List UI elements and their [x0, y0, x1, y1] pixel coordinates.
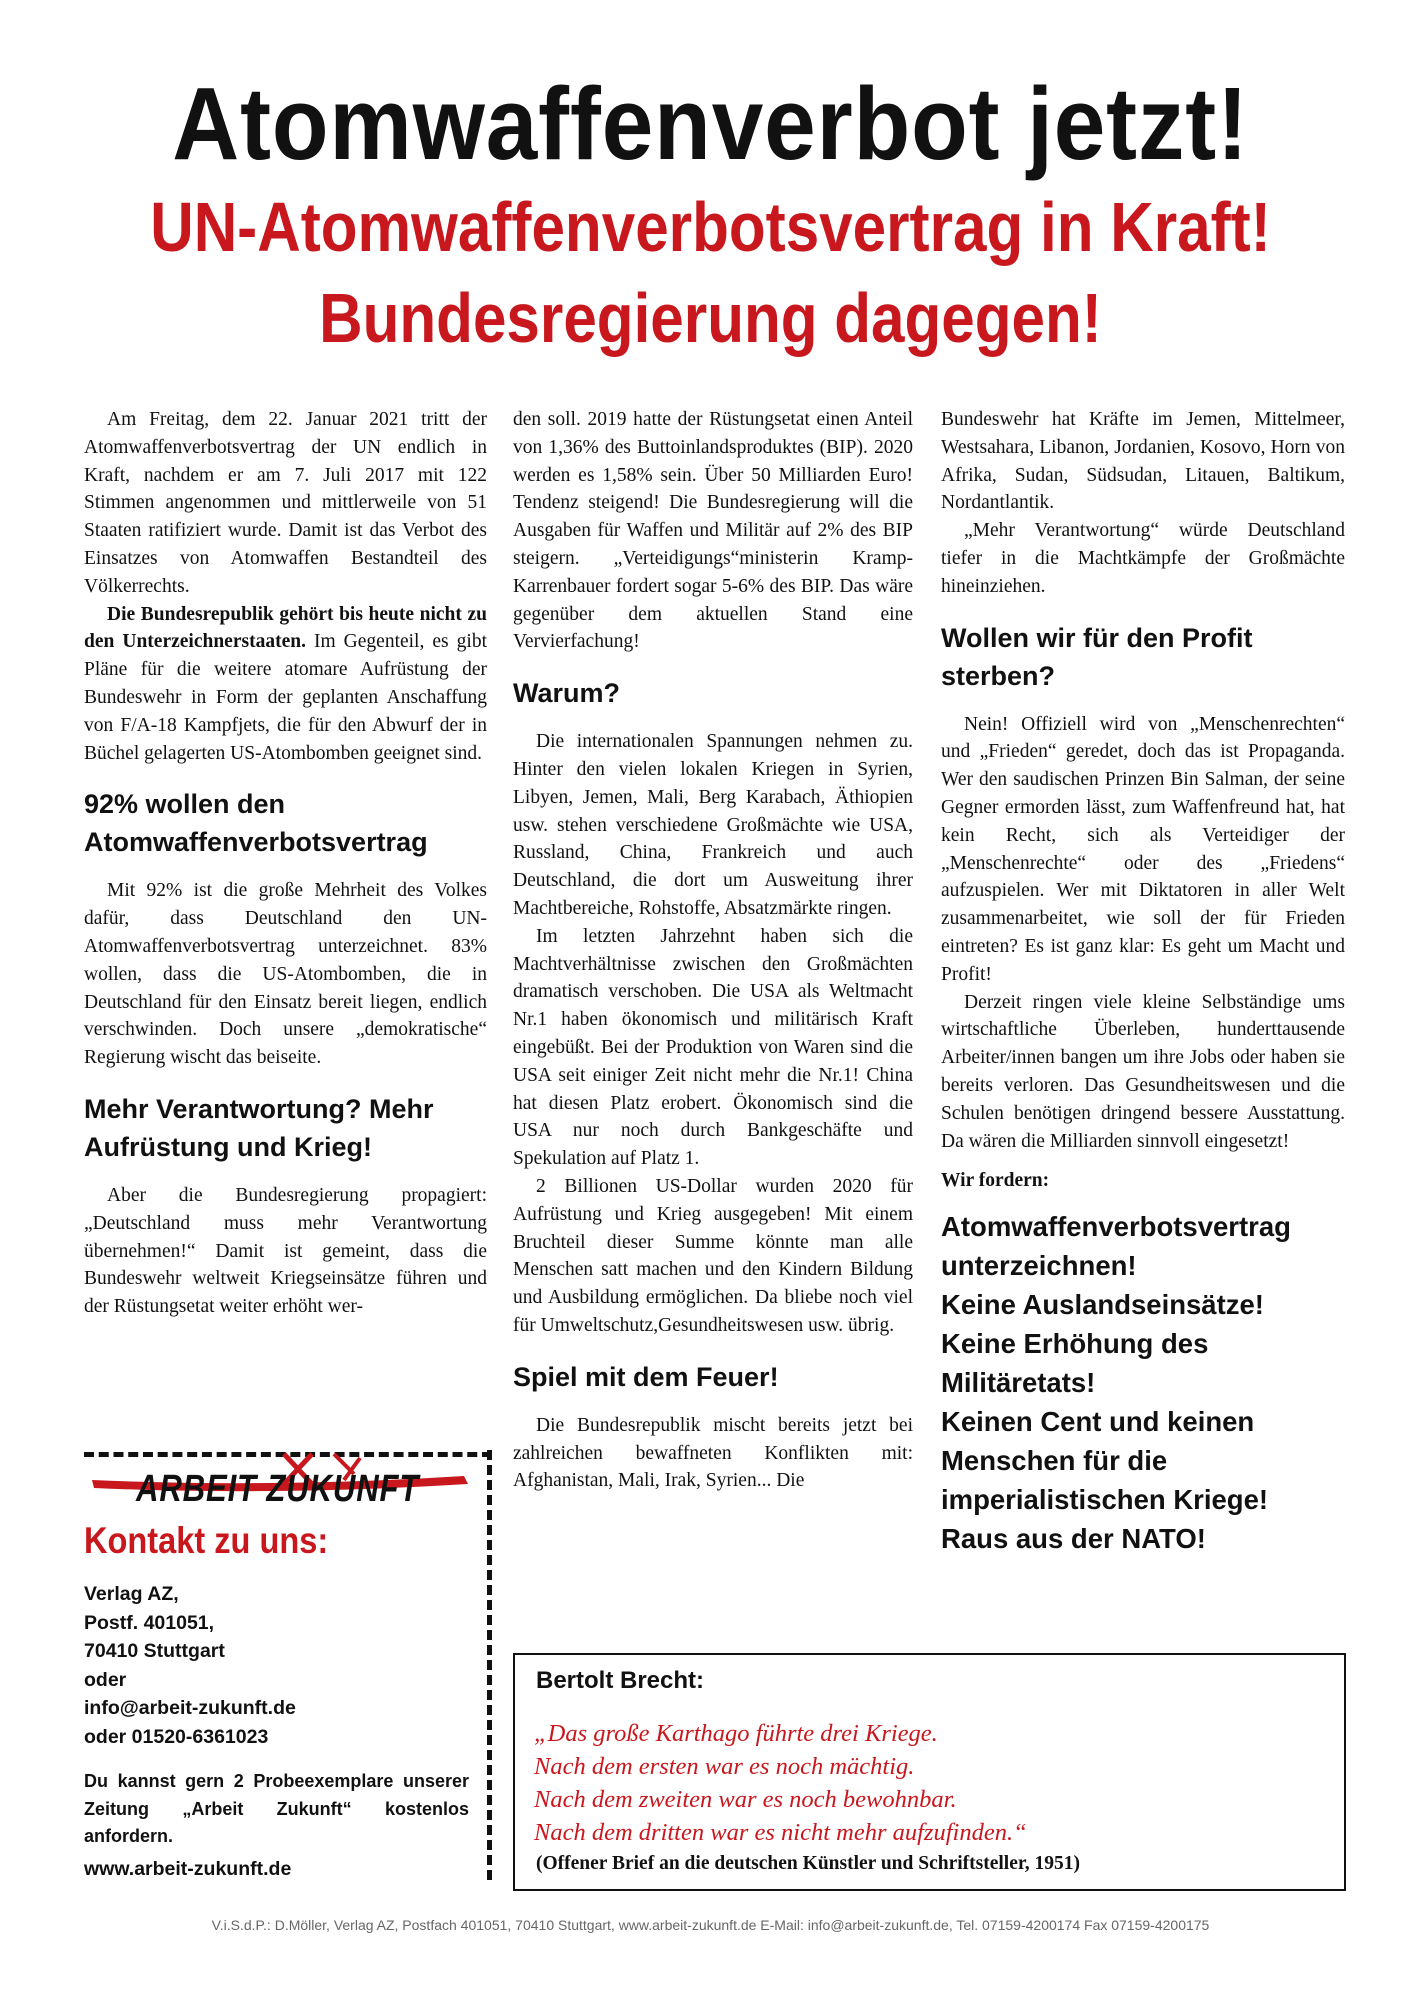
- paragraph: Nein! Offiziell wird von „Menschenrechten“ und „Frieden“ geredet, doch das ist Propaganda. Wer den saudischen Prinzen Bin Salman, der seine Gegner ermorden lässt, zum Waffenfreund hat, hat kein Recht, sich als Verteidiger der „Menschenrechte“ oder des „Friedens“ aufzuspielen. Wer mit Diktatoren in aller Welt zusammenarbeitet, wie soll der für Frieden eintreten? Es ist ganz klar: Es geht um Macht und Profit!: [941, 713, 1345, 985]
- page-title: Atomwaffenverbot jetzt!: [172, 66, 1249, 181]
- imprint-footer: V.i.S.d.P.: D.Möller, Verlag AZ, Postfach 401051, 70410 Stuttgart, www.arbeit-zukunft.de E-Mail: info@arbeit-zukunft.de, Tel. 07159-4200174 Fax 07159-4200175: [211, 1917, 1210, 1933]
- paragraph: den soll. 2019 hatte der Rüstungsetat einen Anteil von 1,36% des Buttoinlandsproduktes (BIP). 2020 werden es 1,58% sein. Über 50 Milliarden Euro! Tendenz steigend! Die Bundesregierung will die Ausgaben für Waffen und Militär auf 2% des BIP steigern. „Verteidigungs“ministerin Kramp-Karrenbauer fordert sogar 5-6% des BIP. Das wäre gegenüber dem aktuellen Stand eine Vervierfachung!: [513, 409, 913, 653]
- website-link[interactable]: www.arbeit-zukunft.de: [84, 1858, 292, 1880]
- section-heading: Mehr Verantwortung? Mehr Aufrüstung und Krieg!: [84, 1093, 434, 1162]
- article-column-1: [84, 406, 487, 1321]
- quote-author: Bertolt Brecht:: [536, 1667, 705, 1694]
- contact-line: 70410 Stuttgart: [84, 1640, 225, 1662]
- demand-line: Keine Auslandseinsätze!: [941, 1289, 1264, 1321]
- logo-text: ARBEIT ZUKUNFT: [136, 1468, 420, 1510]
- demands-label: Wir fordern:: [941, 1170, 1050, 1192]
- paragraph: Im letzten Jahrzehnt haben sich die Machtverhältnisse zwischen den Großmächten dramatisch verschoben. Die USA als Weltmacht Nr.1 haben ökonomisch und militärisch Kraft eingebüßt. Bei der Produktion von Waren sind die USA seit einiger Zeit nicht mehr die Nr.1! China hat diesen Platz erobert. Ökonomisch sind die USA nur noch durch Bankgeschäfte und Spekulation auf Platz 1.: [513, 925, 913, 1170]
- contact-email[interactable]: info@arbeit-zukunft.de: [84, 1697, 296, 1719]
- subtitle-line-1: UN-Atomwaffenverbotsvertrag in Kraft!: [150, 188, 1271, 266]
- contact-title: Kontakt zu uns:: [84, 1520, 329, 1561]
- demand-line: Raus aus der NATO!: [941, 1523, 1206, 1555]
- demand-line: unterzeichnen!: [941, 1250, 1137, 1282]
- demand-line: Keinen Cent und keinen: [941, 1406, 1255, 1438]
- bold-statement: Die Bundesrepublik gehört bis heute nicht zu den Unterzeichnerstaaten.: [84, 603, 487, 653]
- contact-box: [84, 1430, 494, 1880]
- contact-note: Du kannst gern 2 Probeexemplare unserer Zeitung „Arbeit Zukunft“ kostenlos anfordern.: [84, 1771, 469, 1846]
- demand-line: Keine Erhöhung des: [941, 1328, 1209, 1360]
- demand-line: Menschen für die: [941, 1445, 1168, 1477]
- quote-line: Nach dem zweiten war es noch bewohnbar.: [534, 1786, 957, 1813]
- quote-text: [534, 1717, 1027, 1849]
- quote-line: Nach dem ersten war es noch mächtig.: [534, 1753, 915, 1780]
- brecht-quote-box: [513, 1653, 1346, 1891]
- article-column-3: [941, 406, 1345, 1558]
- section-heading: 92% wollen den Atomwaffenverbotsvertrag: [84, 789, 428, 858]
- paragraph: [84, 601, 487, 768]
- dashed-border-right: [487, 1450, 492, 1880]
- section-heading: Warum?: [513, 678, 620, 709]
- paragraph: Am Freitag, dem 22. Januar 2021 tritt der Atomwaffenverbotsvertrag der UN endlich in Kraft, nachdem er am 7. Juli 2017 mit 122 Stimmen angenommen und mittlerweile von 51 Staaten ratifiziert wurde. Damit ist das Verbot des Einsatzes von Atomwaffen Bestandteil des Völkerrechts.: [84, 409, 487, 597]
- subtitle-line-2: Bundesregierung dagegen!: [319, 279, 1102, 357]
- demands-list: [941, 1207, 1345, 1558]
- demand-line: imperialistischen Kriege!: [941, 1484, 1269, 1516]
- contact-line: oder: [84, 1668, 127, 1691]
- paragraph-text: Im Gegenteil, es gibt Pläne für die weitere atomare Aufrüstung der Bundeswehr in Form der geplanten Anschaffung von F/A-18 Kampfjets, die für den Abwurf der in Büchel gelagerten US-Atombomben geeignet sind.: [84, 631, 487, 764]
- section-heading: Wollen wir für den Profit sterben?: [941, 622, 1253, 691]
- paragraph: Die internationalen Spannungen nehmen zu. Hinter den vielen lokalen Kriegen in Syrien, Libyen, Jemen, Mali, Berg Karabach, Äthiopien usw. stehen verschiedene Großmächte wie USA, Russland, China, Frankreich und auch Deutschland, die dort um Ausweitung ihrer Machtbereiche, Rohstoffe, Absatzmärkte ringen.: [513, 731, 913, 919]
- contact-phone: oder 01520-6361023: [84, 1725, 269, 1748]
- paragraph: „Mehr Verantwortung“ würde Deutschland tiefer in die Machtkämpfe der Großmächte hineinziehen.: [941, 520, 1345, 597]
- contact-line: Postf. 401051,: [84, 1611, 215, 1634]
- article-column-2: [513, 406, 913, 1495]
- section-heading: Spiel mit dem Feuer!: [513, 1361, 779, 1392]
- demand-line: Atomwaffenverbotsvertrag: [941, 1211, 1291, 1243]
- paragraph: Derzeit ringen viele kleine Selbständige ums wirtschaftliche Überleben, hunderttausende Arbeiter/innen bangen um ihre Jobs oder haben sie bereits verloren. Das Gesundheitswesen und die Schulen benötigen dringend bessere Ausstattung. Da wären die Milliarden sinnvoll eingesetzt!: [941, 991, 1345, 1152]
- paragraph: Die Bundesrepublik mischt bereits jetzt bei zahlreichen bewaffneten Konflikten mit: Afghanistan, Mali, Irak, Syrien... Die: [513, 1414, 913, 1492]
- quote-source: (Offener Brief an die deutschen Künstler und Schriftsteller, 1951): [536, 1853, 1080, 1874]
- contact-address: [84, 1580, 296, 1751]
- paragraph: Aber die Bundesregierung propagiert: „Deutschland muss mehr Verantwortung übernehmen!“ Damit ist gemeint, dass die Bundeswehr weltweit Kriegseinsätze führen und der Rüstungsetat weiter erhöht wer-: [84, 1184, 487, 1318]
- paragraph: 2 Billionen US-Dollar wurden 2020 für Aufrüstung und Krieg ausgegeben! Mit einem Bruchteil dieser Summe könnte man alle Menschen satt machen und den Kindern Bildung und Ausbildung ermöglichen. Da bliebe noch viel für Umweltschutz,Gesundheitswesen usw. übrig.: [513, 1175, 913, 1336]
- contact-line: Verlag AZ,: [84, 1583, 179, 1605]
- paragraph: Bundeswehr hat Kräfte im Jemen, Mittelmeer, Westsahara, Libanon, Jordanien, Kosovo, Horn von Afrika, Sudan, Südsudan, Litauen, Baltikum, Nordantlantik.: [941, 409, 1345, 514]
- demand-line: Militäretats!: [941, 1367, 1096, 1399]
- quote-line: Nach dem dritten war es nicht mehr aufzufinden.“: [534, 1819, 1027, 1846]
- quote-line: „Das große Karthago führte drei Kriege.: [534, 1720, 938, 1747]
- paragraph: Mit 92% ist die große Mehrheit des Volkes dafür, dass Deutschland den UN-Atomwaffenverbotsvertrag unterzeichnet. 83% wollen, dass die US-Atombomben, die in Deutschland für den Einsatz bereit liegen, endlich verschwinden. Doch unsere „demokratische“ Regierung wischt das beiseite.: [84, 880, 487, 1069]
